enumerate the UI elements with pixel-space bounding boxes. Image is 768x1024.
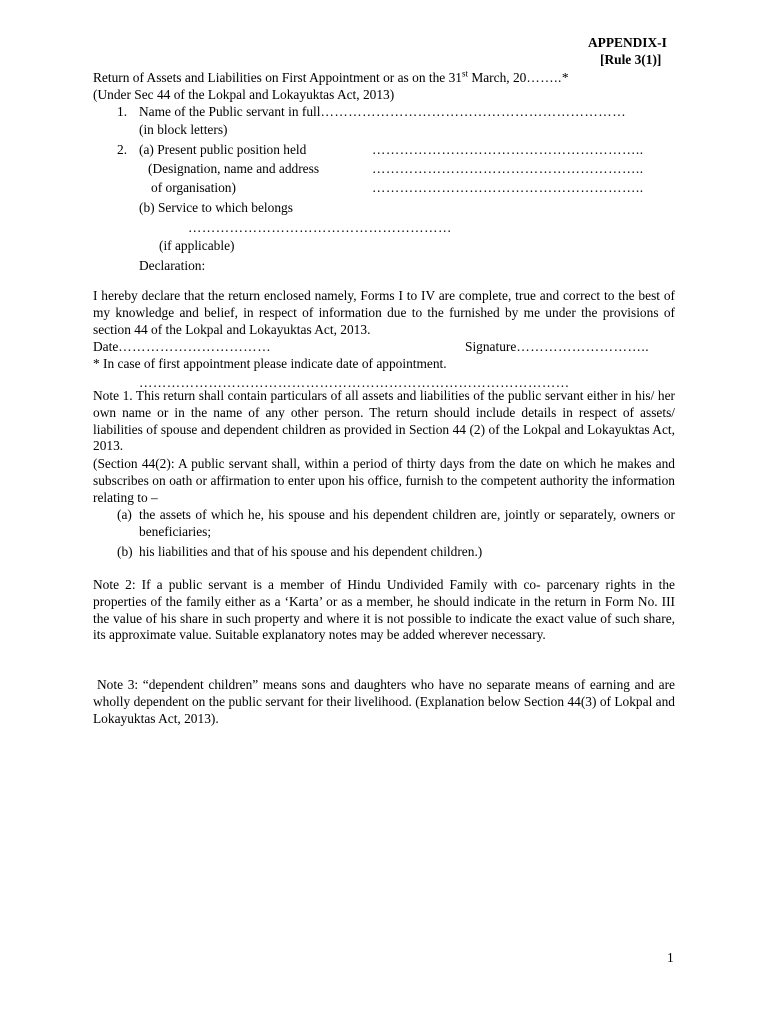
- item2a-fill-line-1: …………………………………………………..: [372, 142, 644, 157]
- title-asterisk: *: [561, 70, 569, 85]
- document-title: [93, 69, 569, 86]
- note-2: Note 2: If a public servant is a member of Hindu Undivided Family with co- parcenary rights in the properties of the family either as a ‘Karta’ or as a member, he should indicate in the return in Form No. III the value of his share in such property and where it is not possible to indicate the exact value of such share, its approximate value. Suitable explanatory notes may be added wherever necessary.: [93, 577, 675, 643]
- appendix-heading: APPENDIX-I: [588, 35, 667, 50]
- item1-number: 1.: [117, 104, 128, 119]
- item1-label: Name of the Public servant in full: [139, 104, 321, 119]
- item-a-marker: (a): [117, 507, 132, 522]
- declaration-label: Declaration:: [139, 258, 206, 273]
- note-1: Note 1. This return shall contain particulars of all assets and liabilities of the public servant either in his/ her own name or in the name of any other person. The return should include details in respect of assets/ liabilities of spouse and dependent children as provided in Section 44 (2) of the Lokpal and Lokayuktas Act, 2013.: [93, 388, 675, 454]
- item2a-line3: of organisation): [151, 180, 236, 195]
- item2b-label: (b) Service to which belongs: [139, 200, 293, 215]
- section-44-2: (Section 44(2): A public servant shall, within a period of thirty days from the date on which he makes and subscribes on oath or affirmation to enter upon his office, furnish to the competent authority the information relating to –: [93, 456, 675, 505]
- item-b-marker: (b): [117, 544, 133, 559]
- date-row: [93, 338, 271, 355]
- date-label: Date: [93, 339, 119, 354]
- signature-fill-line: ………………………..: [516, 339, 650, 354]
- rule-reference: [Rule 3(1)]: [600, 52, 662, 67]
- title-text-month: March, 20: [467, 70, 527, 85]
- item1-row: [139, 103, 626, 120]
- item1-fill-line: …………………………………………………………: [320, 104, 627, 119]
- item2a-label: (a) Present public position held: [139, 142, 307, 157]
- item1-sublabel: (in block letters): [139, 122, 228, 137]
- title-superscript: st: [461, 68, 468, 79]
- item2b-sublabel: (if applicable): [159, 238, 235, 253]
- title-text: Return of Assets and Liabilities on First Appointment or as on the 31: [93, 70, 462, 85]
- item2-number: 2.: [117, 142, 128, 157]
- item2a-fill-line-2: …………………………………………………..: [372, 161, 644, 176]
- item-a-text: the assets of which he, his spouse and his dependent children are, jointly or separately, owners or beneficiaries;: [139, 507, 675, 539]
- item2a-fill-line-3: …………………………………………………..: [372, 180, 644, 195]
- footnote-fill-line: …………………………………………………………………………………: [139, 375, 570, 390]
- signature-label: Signature: [465, 339, 517, 354]
- footnote: * In case of first appointment please indicate date of appointment.: [93, 356, 447, 371]
- page-number: 1: [667, 950, 674, 965]
- item2a-line2: (Designation, name and address: [148, 161, 320, 176]
- note-3: Note 3: “dependent children” means sons and daughters who have no separate means of earning and are wholly dependent on the public servant for their livelihood. (Explanation below Section 44(3) of Lokpal and Lokayuktas Act, 2013).: [93, 677, 675, 726]
- declaration-text: I hereby declare that the return enclosed namely, Forms I to IV are complete, true and correct to the best of my knowledge and belief, in respect of information due to the furnished by me under the provisions of section 44 of the Lokpal and Lokayuktas Act, 2013.: [93, 288, 675, 337]
- signature-row: [465, 338, 649, 355]
- item2b-fill-line: …………………………………………………: [188, 220, 452, 235]
- title-dots: ……..: [526, 70, 562, 85]
- item-b-text: his liabilities and that of his spouse and his dependent children.): [139, 544, 483, 559]
- document-subtitle: (Under Sec 44 of the Lokpal and Lokayuktas Act, 2013): [93, 87, 395, 102]
- date-fill-line: ……………………………: [118, 339, 272, 354]
